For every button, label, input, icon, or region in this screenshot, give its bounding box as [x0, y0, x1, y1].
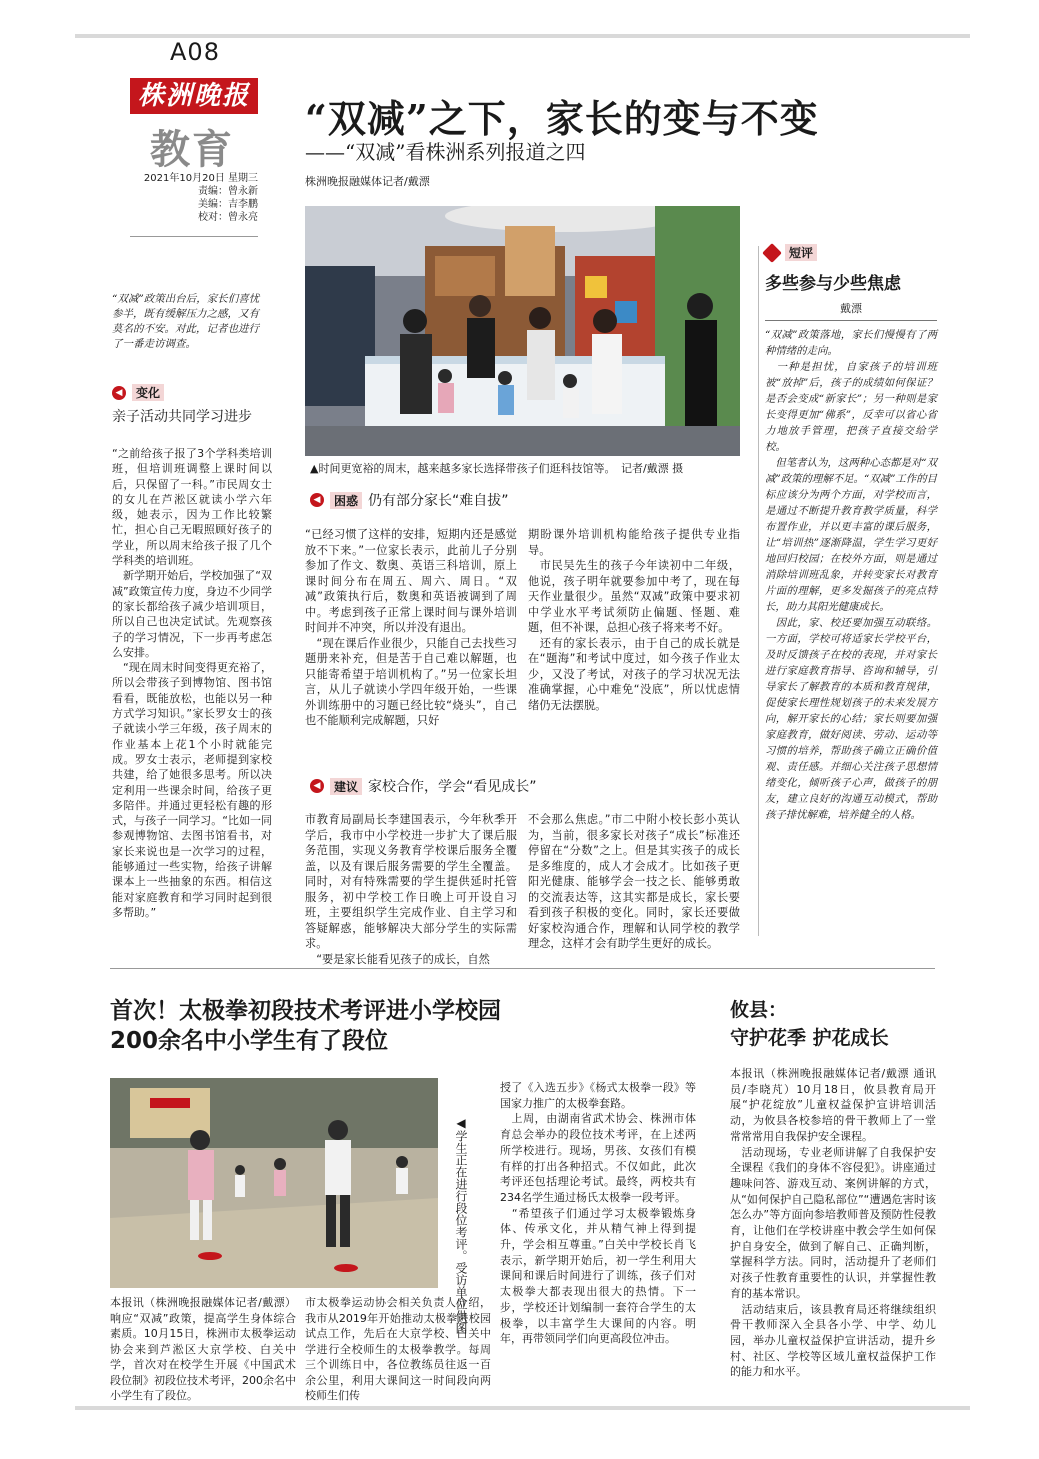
- article2-col1: 本报讯（株洲晚报融媒体记者/戴漂）响应“双减”政策，提高学生身体综合素质。10月15日，株洲市太极拳运动协会来到芦淞区大京学校、白关中学，首次对在校学生开展《中国武术段位制》初段位技术考评，200余名中小学生有了段位。: [110, 1296, 296, 1402]
- article2-headline: [110, 996, 501, 1056]
- article3-headline-line1: 攸县：: [730, 999, 788, 1021]
- tag-suggestion-label: 建议: [330, 778, 362, 795]
- tag-confusion: [310, 490, 509, 510]
- taichi-photo-caption: ◀学生正在进行段位考评。受访单位供图: [454, 1116, 468, 1334]
- article2-headline-line1: 首次！太极拳初段技术考评进小学校园: [110, 998, 501, 1024]
- article3-headline: [730, 996, 889, 1052]
- main-headline: “双减”之下，家长的变与不变: [305, 96, 819, 141]
- circle-arrow-icon: ◀: [310, 493, 324, 507]
- section2-col2: 期盼课外培训机构能给孩子提供专业指导。 市民吴先生的孩子今年读初中二年级，他说，孩子明年就要参加中考了，现在每天作业量很少。虽然“双减”政策中要求初中学业水平考试须防止偏题、怪题、难题，但不补课，总担心孩子将来考不好。 还有的家长表示，由于自己的成长就是在“题海”和考试中度过，如今孩子作业太少，又没了考试，对孩子的学习状况无法准确掌握，心中难免“没底”，所以忧虑情绪仍无法摆脱。: [528, 528, 740, 712]
- newspaper-logo: 株洲晚报: [130, 78, 258, 114]
- page-number: A08: [170, 38, 220, 66]
- circle-arrow-icon: ◀: [112, 386, 126, 400]
- museum-photo: [305, 206, 740, 456]
- tag-commentary: [765, 244, 937, 261]
- museum-photo-caption: ▲时间更宽裕的周末，越来越多家长选择带孩子们逛科技馆等。 记者/戴漂 摄: [310, 462, 684, 475]
- article2-col3: 授了《入选五步》《杨式太极拳一段》等国家力推广的太极拳套路。 上周，由湖南省武术协会、株洲市体育总会举办的段位技术考评，在上述两所学校进行。现场，男孩、女孩们有模有样的打出各种招式。不仅如此，此次考评还包括理论考试。最终，两校共有234名学生通过杨氏太极拳一段考评。 “希望孩子们通过学习太极拳锻炼身体、传承文化，并从精气神上得到提升，学会相互尊重。”白关中学校长肖飞表示，新学期开始后，初一学生利用大课间和课后时间进行了训练，孩子们对太极拳大都表现出很大的热情。下一步，学校还计划编制一套符合学生的太极拳，以丰富学生大课间的内容。明年，再带领同学们向更高段位冲击。: [500, 1081, 696, 1346]
- article3-text: 本报讯（株洲晚报融媒体记者/戴漂 通讯员/李晓芃）10月18日，攸县教育局开展“护花绽放”儿童权益保护宣讲培训活动，为攸县各校参培的骨干教师上了一堂常常常用自我保护安全课程。 活动现场，专业老师讲解了自我保护安全课程《我们的身体不容侵犯》。讲座通过趣味问答、游戏互动、案例讲解的方式，从“如何保护自己隐私部位”“遭遇危害时该怎么办”等方面向参培教师普及预防性侵教育，让他们在学校讲座中教会学生如何保护自身安全，做到了解自己、正确判断，掌握科学方法。同时，活动提升了老师们对孩子性教育重要性的认识，并掌握性教育的基本常识。 活动结束后，该县教育局还将继续组织骨干教师深入全县各小学、中学、幼儿园，举办儿童权益保护宣讲活动，提升乡村、社区、学校等区域儿童权益保护工作的能力和水平。: [730, 1067, 936, 1379]
- tag-change-label: 变化: [132, 384, 164, 401]
- tag-suggestion: [310, 776, 537, 796]
- art-editor: 美编：吉李鹏: [198, 199, 258, 210]
- issue-date: 2021年10月20日 星期三: [143, 173, 258, 184]
- section1-text: “之前给孩子报了3个学科类培训班，但培训班调整上课时间以后，只保留了一科。”市民周女士的女儿在芦淞区就读小学六年级，她表示，因为工作比较繁忙，担心自己无暇照顾好孩子的学业，所以周末给孩子报了几个学科类的培训班。 新学期开始后，学校加强了“双减”政策宣传力度，身边不少同学的家长都给孩子减少培训项目，所以自己也决定试试。先观察孩子的学习情况，下一步再考虑怎么安排。 “现在周末时间变得更充裕了，所以会带孩子到博物馆、图书馆看看，既能放松，也能以另一种方式学习知识。”家长罗女士的孩子就读小学三年级，孩子周末的作业基本上花1个小时就能完成。罗女士表示，老师提到家校共建，给了她很多思考。所以决定利用一些课余时间，给孩子更多陪伴。并通过更轻松有趣的形式，与孩子一同学习。“比如一同参观博物馆、去图书馆看书，对家长来说也是一次学习的过程，能够通过一些实物，给孩子讲解课本上一些抽象的东西。相信这能对家庭教育和学习同时起到很多帮助。”: [112, 447, 272, 919]
- section-separator: [110, 968, 935, 969]
- commentary-divider: [758, 246, 759, 936]
- article-intro: “双减”政策出台后，家长们喜忧参半，既有缓解压力之感，又有莫名的不安。对此，记者也进行了一番走访调查。: [112, 293, 260, 350]
- masthead-meta: [132, 172, 258, 224]
- tag-commentary-label: 短评: [785, 244, 817, 261]
- section3-title: 家校合作，学会“看见成长”: [368, 779, 537, 795]
- commentary-author: 戴漂: [840, 302, 862, 315]
- main-byline: 株洲晚报融媒体记者/戴漂: [305, 175, 430, 188]
- article2-headline-line2: 200余名中小学生有了段位: [110, 1028, 389, 1054]
- circle-arrow-icon: ◀: [310, 779, 324, 793]
- section3-col1: 市教育局副局长李建国表示，今年秋季开学后，我市中小学校进一步扩大了课后服务范围，实现义务教育学校课后服务全覆盖，以及有课后服务需要的学生全覆盖。同时，对有特殊需要的学生提供延时托管服务，初中学校工作日晚上可开设自习班，主要组织学生完成作业、自主学习和答疑解惑，能够解决大部分学生的实际需求。 “要是家长能看见孩子的成长，自然: [305, 813, 517, 966]
- taichi-photo: [110, 1078, 438, 1288]
- bottom-rule: [75, 1406, 970, 1410]
- proofreader: 校对：曾永亮: [198, 212, 258, 223]
- commentary-title: 多些参与少些焦虑: [765, 274, 901, 294]
- tag-confusion-label: 困惑: [330, 492, 362, 509]
- main-subhead: ——“双减”看株洲系列报道之四: [305, 140, 586, 164]
- commentary-text: “双减”政策落地，家长们慢慢有了两种情绪的走向。 一种是担忧，自家孩子的培训班被“放掉”后，孩子的成绩如何保证？是否会变成“新家长”；另一种则是家长变得更加“佛系”，反幸可以省心省力地放手管理，把孩子直接交给学校。 但笔者认为，这两种心态都是对“双减”政策的理解不足。“双减”工作的目标应该分为两个方面，对学校而言，是通过不断提升教育教学质量，科学布置作业，并以更丰富的课后服务，让“培训热”逐渐降温，学生学习更好地回归校园；在校外方面，则是通过消除培训班乱象，并转变家长对教育片面的理解，更多发掘孩子的亮点特长，助力其阳光健康成长。 因此，家、校还要加强互动联络。一方面，学校可将适家长学校平台，及时反馈孩子在校的表现，并对家长进行家庭教育指导、咨询和辅导，引导家长了解教育的本质和教育规律，促使家长理性规划孩子的未来发展方向，解开家长的心结；家长则要加强家庭教育，做好阅读、劳动、运动等习惯的培养，帮助孩子确立正确价值观、责任感。并细心关注孩子思想情绪变化，倾听孩子心声，做孩子的朋友，建立良好的沟通互动模式，帮助孩子排忧解难，培养健全的人格。: [765, 329, 937, 821]
- article3-headline-line2: 守护花季 护花成长: [730, 1027, 889, 1049]
- editor: 责编：曾永新: [198, 186, 258, 197]
- commentary-rule: [765, 320, 937, 321]
- section-title: 教育: [150, 126, 234, 173]
- tag-change: [112, 384, 164, 401]
- diamond-icon: [762, 243, 782, 263]
- section1-title: 亲子活动共同学习进步: [112, 409, 252, 425]
- masthead-rule: [130, 236, 258, 237]
- section3-col2: 不会那么焦虑。”市二中附小校长彭小英认为，当前，很多家长对孩子“成长”标准还停留在“分数”之上。但是其实孩子的成长是多维度的，成人才会成才。比如孩子更阳光健康、能够学会一技之长、能够勇敢的交流表达等，这其实都是成长，家长要看到孩子积极的变化。同时，家长还要做好家校沟通合作，理解和认同学校的教学理念，这样才会有助学生更好的成长。: [528, 813, 740, 950]
- section2-title: 仍有部分家长“难自拔”: [368, 493, 509, 509]
- commentary-box: [765, 244, 937, 823]
- article2-col2: 市太极拳运动协会相关负责人介绍，我市从2019年开始推动太极拳进校园试点工作，先后在大京学校、白关中学进行全校师生的太极拳教学。每周三个训练日中，各位教练员往返一百余公里，利用大课间这一时间段向两校师生们传: [305, 1296, 491, 1402]
- section2-col1: “已经习惯了这样的安排，短期内还是感觉放不下来。”一位家长表示，此前儿子分别参加了作文、数奥、英语三科培训，原上课时间分布在周五、周六、周日。“双减”政策执行后，数奥和英语被调到了周中。考虑到孩子正常上课时间与课外培训时间并不冲突，所以并没有退出。 “现在课后作业很少，只能自己去找些习题册来补充，但是苦于自己难以解题，也只能寄希望于培训机构了。”另一位家长坦言，从儿子就读小学四年级开始，一些课外训练册中的习题已经比较“烧头”，自己也不能顺利完成解题，只好: [305, 528, 517, 727]
